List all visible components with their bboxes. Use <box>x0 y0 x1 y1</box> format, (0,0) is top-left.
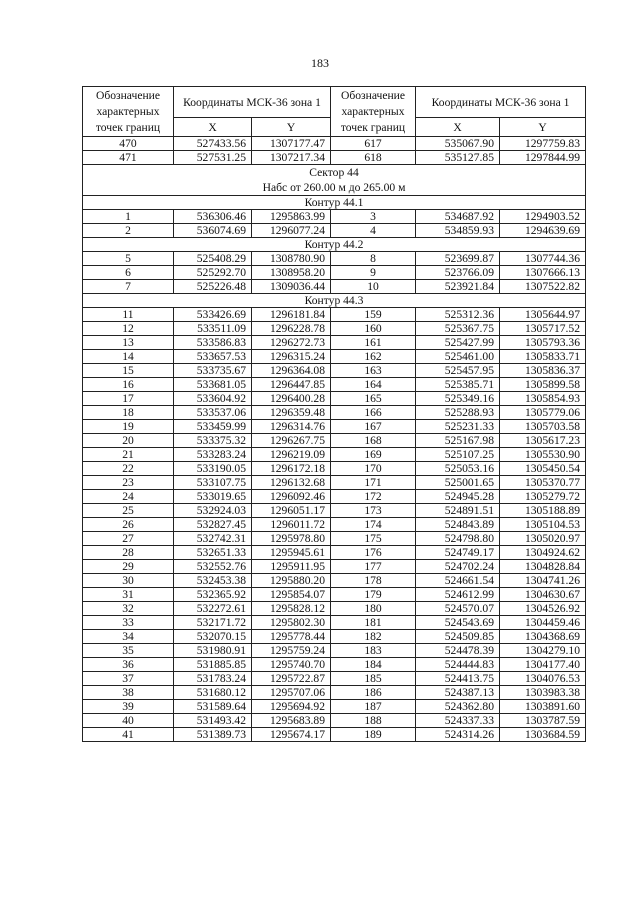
point-number: 175 <box>331 532 416 546</box>
coord-y: 1304076.53 <box>500 672 586 686</box>
coord-x: 524543.69 <box>416 616 500 630</box>
table-row <box>83 210 586 224</box>
coord-y: 1297844.99 <box>500 151 586 165</box>
coord-x: 524945.28 <box>416 490 500 504</box>
table-row <box>83 714 586 728</box>
point-number: 188 <box>331 714 416 728</box>
coord-y: 1305854.93 <box>500 392 586 406</box>
coord-x: 524413.75 <box>416 672 500 686</box>
point-number: 12 <box>83 322 174 336</box>
coord-y: 1296181.84 <box>252 308 331 322</box>
coord-x: 533283.24 <box>174 448 252 462</box>
point-number: 470 <box>83 137 174 151</box>
header-coords-label-left: Координаты МСК-36 зона 1 <box>174 87 331 118</box>
header-y-right: Y <box>500 118 586 137</box>
point-number: 171 <box>331 476 416 490</box>
table-row <box>83 630 586 644</box>
coord-y: 1295802.30 <box>252 616 331 630</box>
coord-y: 1304459.46 <box>500 616 586 630</box>
point-number: 2 <box>83 224 174 238</box>
coord-x: 525292.70 <box>174 266 252 280</box>
table-row <box>83 406 586 420</box>
coord-x: 532552.76 <box>174 560 252 574</box>
coord-y: 1295759.24 <box>252 644 331 658</box>
coord-x: 532365.92 <box>174 588 252 602</box>
coord-x: 524702.24 <box>416 560 500 574</box>
coord-y: 1309036.44 <box>252 280 331 294</box>
table-row <box>83 462 586 476</box>
coord-y: 1295707.06 <box>252 686 331 700</box>
point-number: 186 <box>331 686 416 700</box>
contour-row <box>83 238 586 252</box>
coord-x: 533511.09 <box>174 322 252 336</box>
coord-x: 524509.85 <box>416 630 500 644</box>
coord-x: 523699.87 <box>416 252 500 266</box>
point-number: 162 <box>331 350 416 364</box>
coord-y: 1296172.18 <box>252 462 331 476</box>
coord-y: 1307744.36 <box>500 252 586 266</box>
coord-y: 1295778.44 <box>252 630 331 644</box>
point-number: 24 <box>83 490 174 504</box>
coord-y: 1307177.47 <box>252 137 331 151</box>
coord-y: 1304368.69 <box>500 630 586 644</box>
coord-y: 1295854.07 <box>252 588 331 602</box>
section-title: Сектор 44 <box>309 166 359 179</box>
point-number: 183 <box>331 644 416 658</box>
header-point-label-right: Обозначение характерных точек границ <box>331 87 416 137</box>
coord-y: 1308780.90 <box>252 252 331 266</box>
coord-x: 525167.98 <box>416 434 500 448</box>
point-number: 41 <box>83 728 174 742</box>
coord-y: 1304177.40 <box>500 658 586 672</box>
point-number: 179 <box>331 588 416 602</box>
coord-y: 1295683.89 <box>252 714 331 728</box>
table-row <box>83 546 586 560</box>
coord-y: 1305793.36 <box>500 336 586 350</box>
point-number: 31 <box>83 588 174 602</box>
coord-x: 533604.92 <box>174 392 252 406</box>
coord-y: 1296228.78 <box>252 322 331 336</box>
table-row <box>83 476 586 490</box>
coord-x: 525107.25 <box>416 448 500 462</box>
coord-x: 524478.39 <box>416 644 500 658</box>
coord-x: 533586.83 <box>174 336 252 350</box>
coord-x: 525288.93 <box>416 406 500 420</box>
point-number: 5 <box>83 252 174 266</box>
point-number: 166 <box>331 406 416 420</box>
coord-x: 525385.71 <box>416 378 500 392</box>
coord-y: 1296132.68 <box>252 476 331 490</box>
contour-row <box>83 196 586 210</box>
coord-x: 531493.42 <box>174 714 252 728</box>
coord-y: 1305450.54 <box>500 462 586 476</box>
coord-y: 1294903.52 <box>500 210 586 224</box>
table-row <box>83 137 586 151</box>
point-number: 1 <box>83 210 174 224</box>
coord-x: 527531.25 <box>174 151 252 165</box>
coord-y: 1305833.71 <box>500 350 586 364</box>
coord-x: 531389.73 <box>174 728 252 742</box>
coord-x: 524362.80 <box>416 700 500 714</box>
table-row <box>83 448 586 462</box>
coord-y: 1296092.46 <box>252 490 331 504</box>
point-number: 167 <box>331 420 416 434</box>
coord-y: 1296051.17 <box>252 504 331 518</box>
coord-x: 524444.83 <box>416 658 500 672</box>
coord-y: 1296364.08 <box>252 364 331 378</box>
point-number: 169 <box>331 448 416 462</box>
table-row <box>83 420 586 434</box>
coord-y: 1296011.72 <box>252 518 331 532</box>
section-row <box>83 165 586 196</box>
coord-y: 1304924.62 <box>500 546 586 560</box>
point-number: 170 <box>331 462 416 476</box>
contour-heading: Контур 44.2 <box>83 238 586 252</box>
header-point-label-left: Обозначение характерных точек границ <box>83 87 174 137</box>
coord-x: 534859.93 <box>416 224 500 238</box>
coord-y: 1295674.17 <box>252 728 331 742</box>
coord-x: 524337.33 <box>416 714 500 728</box>
coord-y: 1307217.34 <box>252 151 331 165</box>
point-number: 10 <box>331 280 416 294</box>
table-row <box>83 350 586 364</box>
coord-x: 524798.80 <box>416 532 500 546</box>
point-number: 23 <box>83 476 174 490</box>
table-row <box>83 434 586 448</box>
coord-y: 1295722.87 <box>252 672 331 686</box>
point-number: 20 <box>83 434 174 448</box>
point-number: 165 <box>331 392 416 406</box>
coord-y: 1304526.92 <box>500 602 586 616</box>
coord-x: 533459.99 <box>174 420 252 434</box>
coord-x: 525457.95 <box>416 364 500 378</box>
table-row <box>83 602 586 616</box>
point-number: 174 <box>331 518 416 532</box>
point-number: 14 <box>83 350 174 364</box>
point-number: 32 <box>83 602 174 616</box>
point-number: 617 <box>331 137 416 151</box>
point-number: 40 <box>83 714 174 728</box>
coord-x: 525408.29 <box>174 252 252 266</box>
coord-x: 525461.00 <box>416 350 500 364</box>
coord-y: 1295945.61 <box>252 546 331 560</box>
coord-y: 1305530.90 <box>500 448 586 462</box>
coord-x: 524749.17 <box>416 546 500 560</box>
coord-x: 532827.45 <box>174 518 252 532</box>
point-number: 21 <box>83 448 174 462</box>
coord-x: 524661.54 <box>416 574 500 588</box>
header-coords-label-right: Координаты МСК-36 зона 1 <box>416 87 586 118</box>
coord-y: 1303684.59 <box>500 728 586 742</box>
coord-x: 533681.05 <box>174 378 252 392</box>
point-number: 7 <box>83 280 174 294</box>
coord-x: 531783.24 <box>174 672 252 686</box>
coord-x: 531589.64 <box>174 700 252 714</box>
table-row <box>83 322 586 336</box>
coord-y: 1304741.26 <box>500 574 586 588</box>
table-row <box>83 672 586 686</box>
table-row <box>83 280 586 294</box>
point-number: 26 <box>83 518 174 532</box>
section-height-range: Набс от 260.00 м до 265.00 м <box>262 181 406 194</box>
point-number: 33 <box>83 616 174 630</box>
coord-x: 525226.48 <box>174 280 252 294</box>
coord-x: 532070.15 <box>174 630 252 644</box>
coord-y: 1307522.82 <box>500 280 586 294</box>
coord-x: 532742.31 <box>174 532 252 546</box>
coord-y: 1296314.76 <box>252 420 331 434</box>
table-row <box>83 336 586 350</box>
coord-x: 535127.85 <box>416 151 500 165</box>
coord-y: 1305370.77 <box>500 476 586 490</box>
coord-y: 1304828.84 <box>500 560 586 574</box>
coord-y: 1305836.37 <box>500 364 586 378</box>
coord-x: 533735.67 <box>174 364 252 378</box>
table-row <box>83 518 586 532</box>
coord-x: 524843.89 <box>416 518 500 532</box>
coord-x: 536306.46 <box>174 210 252 224</box>
coord-y: 1305717.52 <box>500 322 586 336</box>
point-number: 18 <box>83 406 174 420</box>
table-row <box>83 588 586 602</box>
coord-x: 533426.69 <box>174 308 252 322</box>
point-number: 25 <box>83 504 174 518</box>
coord-y: 1303787.59 <box>500 714 586 728</box>
coord-y: 1308958.20 <box>252 266 331 280</box>
coord-x: 524314.26 <box>416 728 500 742</box>
point-number: 22 <box>83 462 174 476</box>
coord-y: 1297759.83 <box>500 137 586 151</box>
coord-y: 1307666.13 <box>500 266 586 280</box>
point-number: 15 <box>83 364 174 378</box>
point-number: 185 <box>331 672 416 686</box>
coord-x: 525231.33 <box>416 420 500 434</box>
coord-x: 525053.16 <box>416 462 500 476</box>
coord-y: 1296400.28 <box>252 392 331 406</box>
table-row <box>83 532 586 546</box>
point-number: 39 <box>83 700 174 714</box>
table-row <box>83 504 586 518</box>
point-number: 177 <box>331 560 416 574</box>
contour-heading: Контур 44.3 <box>83 294 586 308</box>
point-number: 161 <box>331 336 416 350</box>
coord-x: 534687.92 <box>416 210 500 224</box>
header-y-left: Y <box>252 118 331 137</box>
coord-y: 1295740.70 <box>252 658 331 672</box>
table-row <box>83 644 586 658</box>
point-number: 34 <box>83 630 174 644</box>
coord-x: 533190.05 <box>174 462 252 476</box>
table-row <box>83 378 586 392</box>
table-row <box>83 686 586 700</box>
table-row <box>83 224 586 238</box>
coord-x: 532924.03 <box>174 504 252 518</box>
coord-x: 527433.56 <box>174 137 252 151</box>
table-row <box>83 700 586 714</box>
point-number: 13 <box>83 336 174 350</box>
point-number: 160 <box>331 322 416 336</box>
point-number: 173 <box>331 504 416 518</box>
point-number: 4 <box>331 224 416 238</box>
coord-y: 1296077.24 <box>252 224 331 238</box>
point-number: 618 <box>331 151 416 165</box>
coord-y: 1295911.95 <box>252 560 331 574</box>
coord-x: 525349.16 <box>416 392 500 406</box>
point-number: 29 <box>83 560 174 574</box>
coord-x: 525367.75 <box>416 322 500 336</box>
coord-y: 1305020.97 <box>500 532 586 546</box>
table-row <box>83 308 586 322</box>
point-number: 19 <box>83 420 174 434</box>
coord-y: 1295828.12 <box>252 602 331 616</box>
coord-y: 1296447.85 <box>252 378 331 392</box>
coord-x: 531885.85 <box>174 658 252 672</box>
header-x-right: X <box>416 118 500 137</box>
coord-y: 1296267.75 <box>252 434 331 448</box>
point-number: 35 <box>83 644 174 658</box>
coord-y: 1305188.89 <box>500 504 586 518</box>
coord-x: 532453.38 <box>174 574 252 588</box>
table-row <box>83 364 586 378</box>
point-number: 187 <box>331 700 416 714</box>
point-number: 17 <box>83 392 174 406</box>
table-body <box>83 137 586 742</box>
coord-x: 535067.90 <box>416 137 500 151</box>
table-row <box>83 490 586 504</box>
point-number: 180 <box>331 602 416 616</box>
coord-x: 533019.65 <box>174 490 252 504</box>
point-number: 159 <box>331 308 416 322</box>
coord-y: 1295694.92 <box>252 700 331 714</box>
point-number: 176 <box>331 546 416 560</box>
point-number: 30 <box>83 574 174 588</box>
coord-y: 1305779.06 <box>500 406 586 420</box>
point-number: 163 <box>331 364 416 378</box>
coord-y: 1294639.69 <box>500 224 586 238</box>
point-number: 27 <box>83 532 174 546</box>
point-number: 184 <box>331 658 416 672</box>
coord-y: 1295978.80 <box>252 532 331 546</box>
point-number: 36 <box>83 658 174 672</box>
coord-y: 1296315.24 <box>252 350 331 364</box>
table-row <box>83 560 586 574</box>
point-number: 172 <box>331 490 416 504</box>
point-number: 178 <box>331 574 416 588</box>
coord-y: 1305104.53 <box>500 518 586 532</box>
coord-y: 1305279.72 <box>500 490 586 504</box>
coord-x: 525001.65 <box>416 476 500 490</box>
point-number: 168 <box>331 434 416 448</box>
point-number: 181 <box>331 616 416 630</box>
coord-y: 1295880.20 <box>252 574 331 588</box>
point-number: 11 <box>83 308 174 322</box>
contour-row <box>83 294 586 308</box>
point-number: 37 <box>83 672 174 686</box>
coord-y: 1296359.48 <box>252 406 331 420</box>
coord-y: 1296272.73 <box>252 336 331 350</box>
page-number: 183 <box>311 56 329 70</box>
point-number: 16 <box>83 378 174 392</box>
table-row <box>83 616 586 630</box>
coord-y: 1305617.23 <box>500 434 586 448</box>
table-row <box>83 266 586 280</box>
point-number: 8 <box>331 252 416 266</box>
point-number: 9 <box>331 266 416 280</box>
table-row <box>83 574 586 588</box>
coord-x: 523766.09 <box>416 266 500 280</box>
table-row <box>83 728 586 742</box>
coordinates-table <box>82 86 586 742</box>
point-number: 164 <box>331 378 416 392</box>
coord-x: 532272.61 <box>174 602 252 616</box>
coord-y: 1303983.38 <box>500 686 586 700</box>
coord-x: 531680.12 <box>174 686 252 700</box>
contour-heading: Контур 44.1 <box>83 196 586 210</box>
coord-x: 533107.75 <box>174 476 252 490</box>
coord-x: 533657.53 <box>174 350 252 364</box>
coord-y: 1305899.58 <box>500 378 586 392</box>
table-row <box>83 658 586 672</box>
coord-y: 1304279.10 <box>500 644 586 658</box>
coord-x: 524387.13 <box>416 686 500 700</box>
coord-x: 533537.06 <box>174 406 252 420</box>
coord-x: 525427.99 <box>416 336 500 350</box>
coord-x: 524570.07 <box>416 602 500 616</box>
point-number: 6 <box>83 266 174 280</box>
coord-y: 1304630.67 <box>500 588 586 602</box>
point-number: 28 <box>83 546 174 560</box>
coord-x: 525312.36 <box>416 308 500 322</box>
point-number: 471 <box>83 151 174 165</box>
coord-x: 524612.99 <box>416 588 500 602</box>
coord-x: 536074.69 <box>174 224 252 238</box>
point-number: 189 <box>331 728 416 742</box>
point-number: 3 <box>331 210 416 224</box>
coord-x: 532171.72 <box>174 616 252 630</box>
coord-x: 531980.91 <box>174 644 252 658</box>
table-row <box>83 252 586 266</box>
coord-y: 1305644.97 <box>500 308 586 322</box>
point-number: 38 <box>83 686 174 700</box>
coord-y: 1295863.99 <box>252 210 331 224</box>
coord-y: 1305703.58 <box>500 420 586 434</box>
coord-x: 523921.84 <box>416 280 500 294</box>
coord-x: 533375.32 <box>174 434 252 448</box>
section-heading <box>83 165 586 196</box>
coord-y: 1296219.09 <box>252 448 331 462</box>
point-number: 182 <box>331 630 416 644</box>
coord-x: 532651.33 <box>174 546 252 560</box>
coord-y: 1303891.60 <box>500 700 586 714</box>
table-row <box>83 392 586 406</box>
header-x-left: X <box>174 118 252 137</box>
table-row <box>83 151 586 165</box>
coord-x: 524891.51 <box>416 504 500 518</box>
